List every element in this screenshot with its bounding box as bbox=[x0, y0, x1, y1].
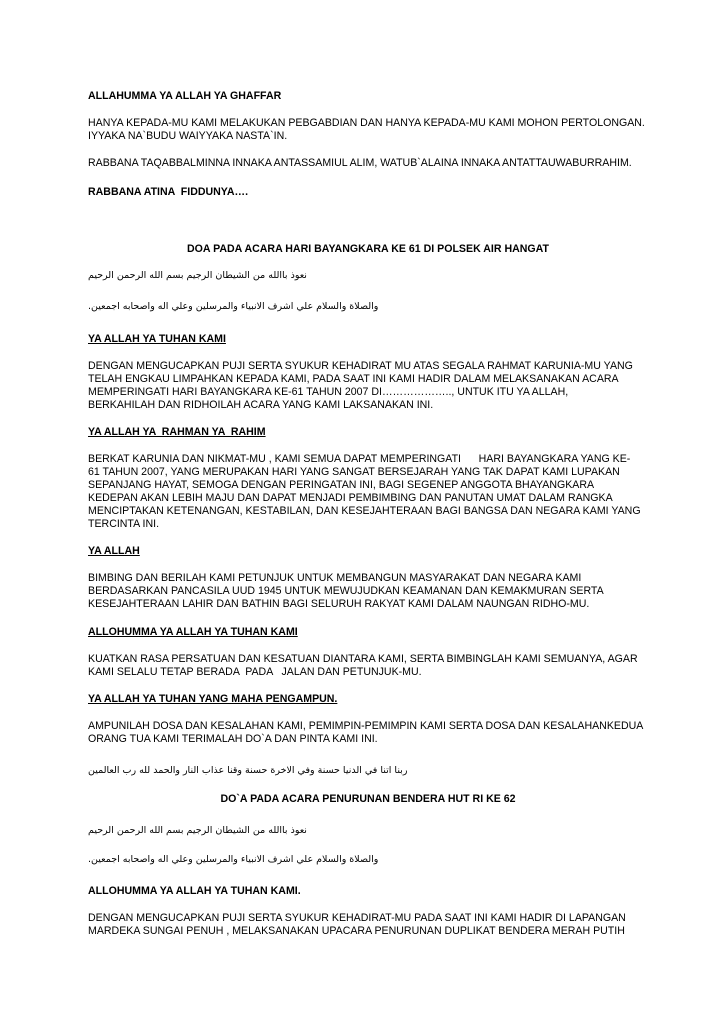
body-line: BERKAT KARUNIA DAN NIKMAT-MU , KAMI SEMUA DAPAT MEMPERINGATI HARI BAYANGKARA YANG KE- bbox=[88, 453, 631, 465]
body-line: TELAH ENGKAU LIMPAHKAN KEPADA KAMI, PADA SAAT INI KAMI HADIR DALAM MELAKSANAKAN ACARA bbox=[88, 373, 619, 385]
arabic-line: ربنا اتنا في الدنيا حسنة وفي الاخرة حسنة وقنا عذاب النار والحمد لله رب العالمين bbox=[88, 765, 408, 776]
body-line: MARDEKA SUNGAI PENUH , MELAKSANAKAN UPACARA PENURUNAN DUPLIKAT BENDERA MERAH PUTIH bbox=[88, 925, 625, 937]
block-title: YA ALLAH bbox=[88, 545, 140, 557]
body-line: BERDASARKAN PANCASILA UUD 1945 UNTUK MEWUJUDKAN KEAMANAN DAN KEMAKMURAN SERTA bbox=[88, 585, 604, 597]
body-line: BERKAHILAH DAN RIDHOILAH ACARA YANG KAMI LAKSANAKAN INI. bbox=[88, 399, 434, 411]
intro-paragraph-line: RABBANA ATINA FIDDUNYA…. bbox=[88, 186, 249, 198]
body-line: DENGAN MENGUCAPKAN PUJI SERTA SYUKUR KEHADIRAT MU ATAS SEGALA RAHMAT KARUNIA-MU YANG bbox=[88, 360, 633, 372]
body-line: ORANG TUA KAMI TERIMALAH DO`A DAN PINTA KAMI INI. bbox=[88, 733, 378, 745]
body-line: BIMBING DAN BERILAH KAMI PETUNJUK UNTUK MEMBANGUN MASYARAKAT DAN NEGARA KAMI bbox=[88, 572, 582, 584]
body-line: TERCINTA INI. bbox=[88, 518, 160, 530]
section-heading: DOA PADA ACARA HARI BAYANGKARA KE 61 DI POLSEK AIR HANGAT bbox=[187, 243, 549, 255]
block-title: YA ALLAH YA TUHAN KAMI bbox=[88, 333, 226, 345]
body-line: AMPUNILAH DOSA DAN KESALAHAN KAMI, PEMIMPIN-PEMIMPIN KAMI SERTA DOSA DAN KESALAHANKEDUA bbox=[88, 720, 644, 732]
arabic-line: نعوذ باالله من الشيطان الرجيم بسم الله الرحمن الرحيم bbox=[88, 270, 307, 281]
intro-title: ALLAHUMMA YA ALLAH YA GHAFFAR bbox=[88, 90, 282, 102]
body-line: KESEJAHTERAAN LAHIR DAN BATHIN BAGI SELURUH RAKYAT KAMI DALAM NAUNGAN RIDHO-MU. bbox=[88, 598, 590, 610]
body-line: KEDEPAN AKAN LEBIH MAJU DAN DAPAT MENJADI PEMBIMBING DAN PANUTAN UMAT DALAM RANGKA bbox=[88, 492, 613, 504]
body-line: KAMI SELALU TETAP BERADA PADA JALAN DAN PETUNJUK-MU. bbox=[88, 666, 422, 678]
arabic-line: نعوذ باالله من الشيطان الرجيم بسم الله الرحمن الرحيم bbox=[88, 825, 307, 836]
arabic-line: والصلاة والسلام علي اشرف الانبياء والمرسلين وعلي اله واصحابه اجمعين. bbox=[88, 301, 379, 312]
intro-paragraph-line: HANYA KEPADA-MU KAMI MELAKUKAN PEBGABDIAN DAN HANYA KEPADA-MU KAMI MOHON PERTOLONGAN. bbox=[88, 117, 645, 129]
block-title: ALLOHUMMA YA ALLAH YA TUHAN KAMI. bbox=[88, 885, 301, 897]
body-line: DENGAN MENGUCAPKAN PUJI SERTA SYUKUR KEHADIRAT-MU PADA SAAT INI KAMI HADIR DI LAPANGAN bbox=[88, 912, 626, 924]
arabic-line: والصلاة والسلام علي اشرف الانبياء والمرسلين وعلي اله واصحابه اجمعين. bbox=[88, 854, 379, 865]
section-heading: DO`A PADA ACARA PENURUNAN BENDERA HUT RI KE 62 bbox=[220, 793, 516, 805]
block-title: YA ALLAH YA RAHMAN YA RAHIM bbox=[88, 426, 266, 438]
body-line: 61 TAHUN 2007, YANG MERUPAKAN HARI YANG SANGAT BERSEJARAH YANG TAK DAPAT KAMI LUPAKAN bbox=[88, 466, 620, 478]
body-line: MENCIPTAKAN KETENANGAN, KESTABILAN, DAN KESEJAHTERAAN BAGI BANGSA DAN NEGARA KAMI YANG bbox=[88, 505, 641, 517]
body-line: KUATKAN RASA PERSATUAN DAN KESATUAN DIANTARA KAMI, SERTA BIMBINGLAH KAMI SEMUANYA, AGAR bbox=[88, 653, 638, 665]
intro-paragraph-line: RABBANA TAQABBALMINNA INNAKA ANTASSAMIUL ALIM, WATUB`ALAINA INNAKA ANTATTAUWABURRAHIM. bbox=[88, 157, 632, 169]
body-line: SEPANJANG HAYAT, SEMOGA DENGAN PERINGATAN INI, BAGI SEGENEP ANGGOTA BHAYANGKARA bbox=[88, 479, 595, 491]
intro-paragraph-line: IYYAKA NA`BUDU WAIYYAKA NASTA`IN. bbox=[88, 130, 288, 142]
block-title: ALLOHUMMA YA ALLAH YA TUHAN KAMI bbox=[88, 626, 298, 638]
body-line: MEMPERINGATI HARI BAYANGKARA KE-61 TAHUN 2007 DI……………….., UNTUK ITU YA ALLAH, bbox=[88, 386, 569, 398]
block-title: YA ALLAH YA TUHAN YANG MAHA PENGAMPUN. bbox=[88, 693, 338, 705]
